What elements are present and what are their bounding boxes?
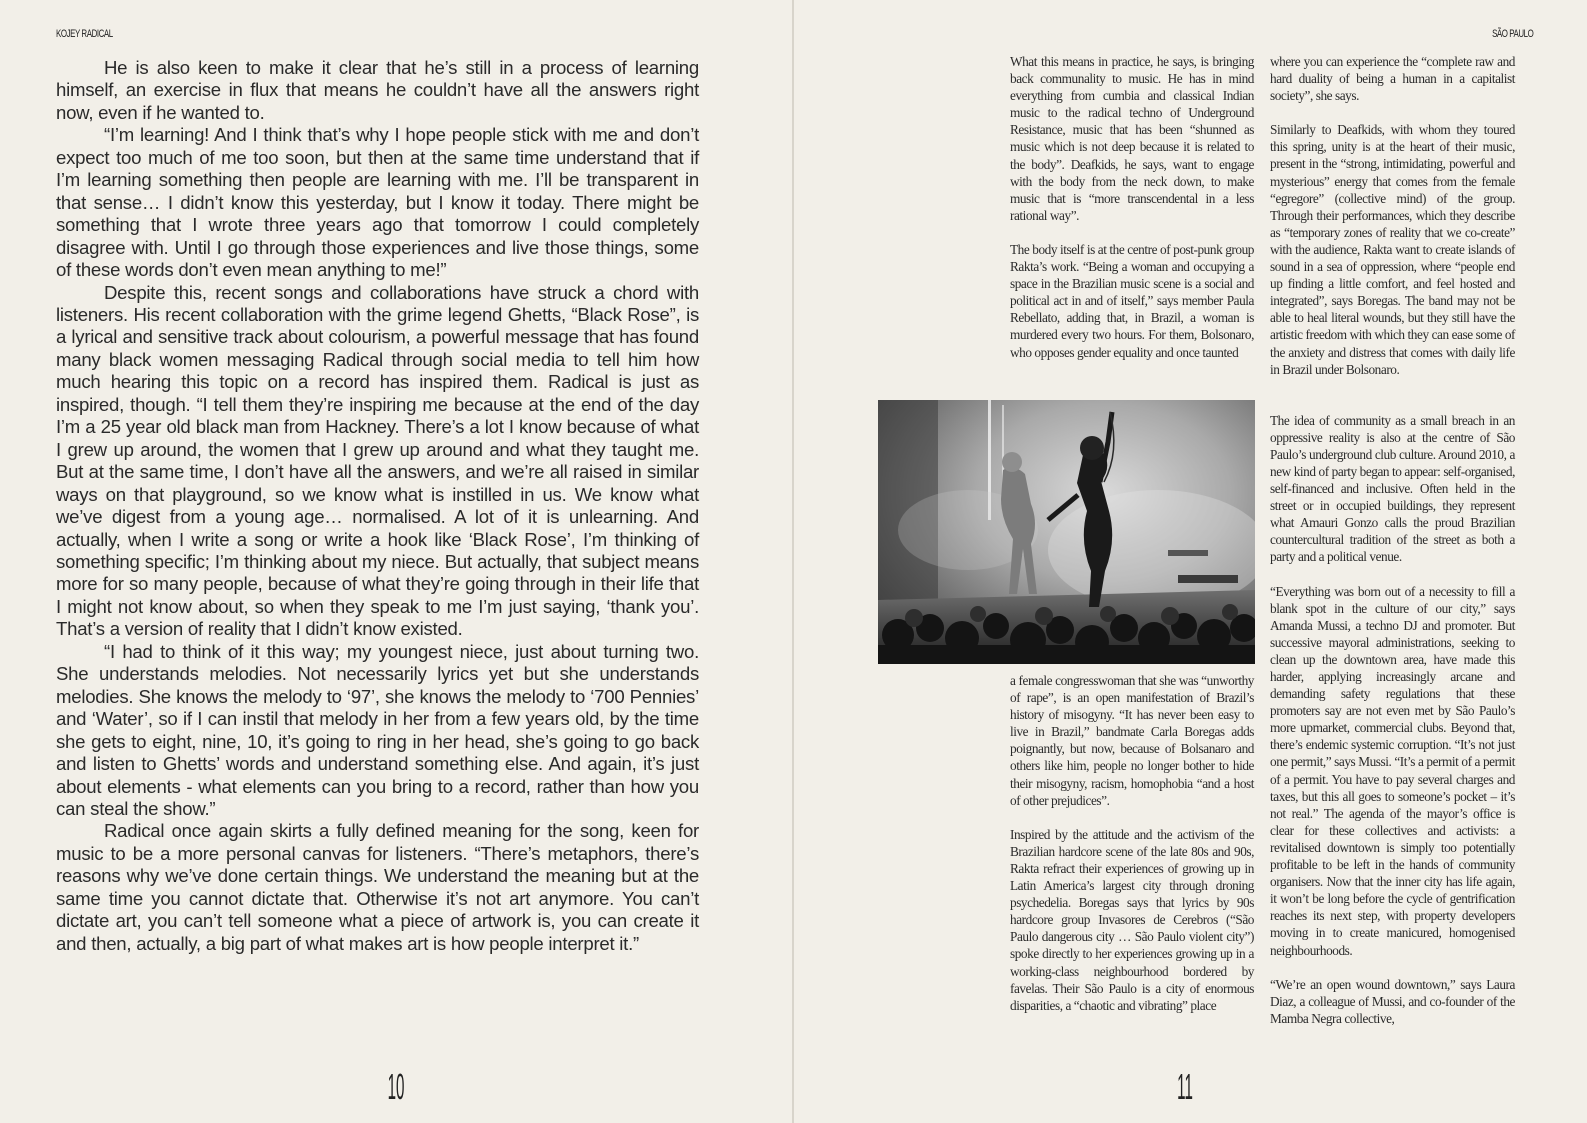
right-running-head: SÃO PAULO	[1491, 28, 1533, 40]
left-page	[0, 0, 792, 1123]
column-paragraph: The idea of community as a small breach in an oppressive reality is also at the centre of São Paulo’s underground club culture. Around 2010, a new kind of party began to appear: self-organised, self-financed and inclusive. Often held in the street or in occupied buildings, they represent what Amauri Gonzo calls the proud Brazilian countercultural tradition of the street as both a party and a political venue.	[1270, 412, 1515, 565]
column-paragraph: What this means in practice, he says, is bringing back communality to music. He has in mind everything from cumbia and classical Indian music to the radical techno of Underground Resistance, music that has been “shunned as music which is not deep because it is related to the body”. Deafkids, he says, want to engage with the body from the neck down, to make music that is “more transcendental in a less rational way”.	[1010, 54, 1254, 223]
column-paragraph: “Everything was born out of a necessity to fill a blank spot in the culture of our city,” says Amanda Mussi, a techno DJ and promoter. But successive mayoral administrations, seeking to clean up the downtown area, have made this harder, applying increasingly arcane and demanding safety regulations that these promoters say are not even met by São Paulo’s more upmarket, commercial clubs. Beyond that, there’s endemic systemic corruption. “It’s not just one permit,” says Mussi. “It’s a permit of a permit of a permit. You have to pay several charges and taxes, but this all goes to someone’s pocket – it’s not real.” The agenda of the mayor’s office is clear for these collectives and activists: a revitalised downtown is simply too potentially profitable to be left in the hands of community organisers. Now that the inner city has life again, it won’t be long before the cycle of gentrification reaches its next step, with property developers moving in to create manicured, homogenised neighbourhoods.	[1270, 583, 1515, 958]
body-paragraph: Despite this, recent songs and collaborations have struck a chord with listeners. His recent collaboration with the grime legend Ghetts, “Black Rose”, is a lyrical and sensitive track about colourism, a powerful message that has found many black women messaging Radical through social media to tell him how much hearing this topic on a record has inspired them. Radical is just as inspired, though. “I tell them they’re inspiring me because at the end of the day I’m a 25 year old black man from Hackney. There’s a lot I know because of what I grew up around, the women that I grew up around and what they taught me. But at the same time, I don’t have all the answers, and we’re all raised in similar ways on that playground, so we know what is instilled in us. We know what we’ve digest from a young age… normalised. A lot of it is unlearning. And actually, when I write a song or write a hook like ‘Black Rose’, I’m thinking of something specific; I’m thinking about my niece. But actually, that subject means more for so many people, because of what they’re going through in their life that I might not know about, so when they speak to me I’m just saying, ‘thank you’. That’s a version of reality that I didn’t know existed.	[56, 281, 699, 640]
body-paragraph: Radical once again skirts a fully defined meaning for the song, keen for music to be a more personal canvas for listeners. “There’s metaphors, there’s reasons why we’ve done certain things. We understand the meaning but at the same time you cannot dictate that. Otherwise it’s not art anymore. You can’t dictate art, you can’t tell someone what a piece of artwork is, you can create it and then, actually, a big part of what makes art is how people interpret it.”	[56, 820, 699, 954]
column-left-bottom	[1010, 672, 1254, 1014]
left-page-body	[56, 57, 699, 955]
column-paragraph: where you can experience the “complete raw and hard duality of being a human in a capitalist society”, she says.	[1270, 54, 1515, 104]
column-right	[1270, 53, 1515, 1027]
body-paragraph: He is also keen to make it clear that he’s still in a process of learning himself, an exercise in flux that means he couldn’t have all the answers right now, even if he wanted to.	[56, 57, 699, 123]
column-paragraph: Inspired by the attitude and the activism of the Brazilian hardcore scene of the late 80s and 90s, Rakta refract their experiences of growing up in Latin America’s largest city through droning psychedelia. Boregas says that lyrics by 90s hardcore group Invasores de Cerebros (“São Paulo dangerous city … São Paulo violent city”) spoke directly to her experiences growing up in a working-class neighbourhood bordered by favelas. Their São Paulo is a city of enormous disparities, a “chaotic and vibrating” place	[1010, 826, 1254, 1013]
left-running-head: KOJEY RADICAL	[56, 28, 113, 40]
right-page-number: 11	[1177, 1066, 1193, 1107]
left-page-number: 10	[387, 1066, 405, 1107]
column-left-top	[1010, 53, 1254, 361]
body-paragraph: “I had to think of it this way; my youngest niece, just about turning two. She understands melodies. Not necessarily lyrics yet but she understands melodies. She knows the melody to ‘97’, she knows the melody to ‘700 Pennies’ and ‘Water’, so if I can instil that melody in her from a few years old, by the time she gets to eight, nine, 10, it’s going to ring in her head, she’s going to go back and listen to Ghetts’ words and understand something else. And again, it’s just about elements - what elements can you bring to a record, rather than how you can steal the show.”	[56, 640, 699, 819]
column-paragraph: The body itself is at the centre of post-punk group Rakta’s work. “Being a woman and occupying a space in the Brazilian music scene is a social and political act in and of itself,” says member Paula Rebellato, adding that, in Brazil, a woman is murdered every two hours. For them, Bolsonaro, who opposes gender equality and once taunted	[1010, 241, 1254, 360]
body-paragraph: “I’m learning! And I think that’s why I hope people stick with me and don’t expect too much of me too soon, but then at the same time understand that if I’m learning something then people are learning with me. I’ll be transparent in that sense… I didn’t know this yesterday, but I know it today. There might be something that I wrote three years ago that tomorrow I could completely disagree with. Until I go through those experiences and live those things, some of these words don’t even mean anything to me!”	[56, 124, 699, 281]
column-paragraph: a female congresswoman that she was “unworthy of rape”, is an open manifestation of Brazil’s history of misogyny. “It has never been easy to live in Brazil,” bandmate Carla Boregas adds poignantly, but now, because of Bolsanaro and others like him, people no longer bother to hide their misogyny, racism, homophobia “and a host of other prejudices”.	[1010, 673, 1254, 808]
right-page	[794, 0, 1587, 1123]
column-paragraph: Similarly to Deafkids, with whom they toured this spring, unity is at the heart of their music, present in the “strong, intimidating, powerful and mysterious” energy that comes from the female “egregore” (collective mind) of the group. Through their performances, which they describe as “temporary zones of reality that we co-create” with the audience, Rakta want to create islands of sound in a sea of oppression, where “people end up finding a little comfort, and feel hosted and integrated”, says Boregas. The band may not be able to heal literal wounds, but they still have the artistic freedom with which they can ease some of the anxiety and distress that comes with daily life in Brazil under Bolsonaro.	[1270, 122, 1515, 377]
concert-photo	[878, 400, 1255, 664]
column-paragraph: “We’re an open wound downtown,” says Laura Diaz, a colleague of Mussi, and co-founder of the Mamba Negra collective,	[1270, 976, 1515, 1026]
